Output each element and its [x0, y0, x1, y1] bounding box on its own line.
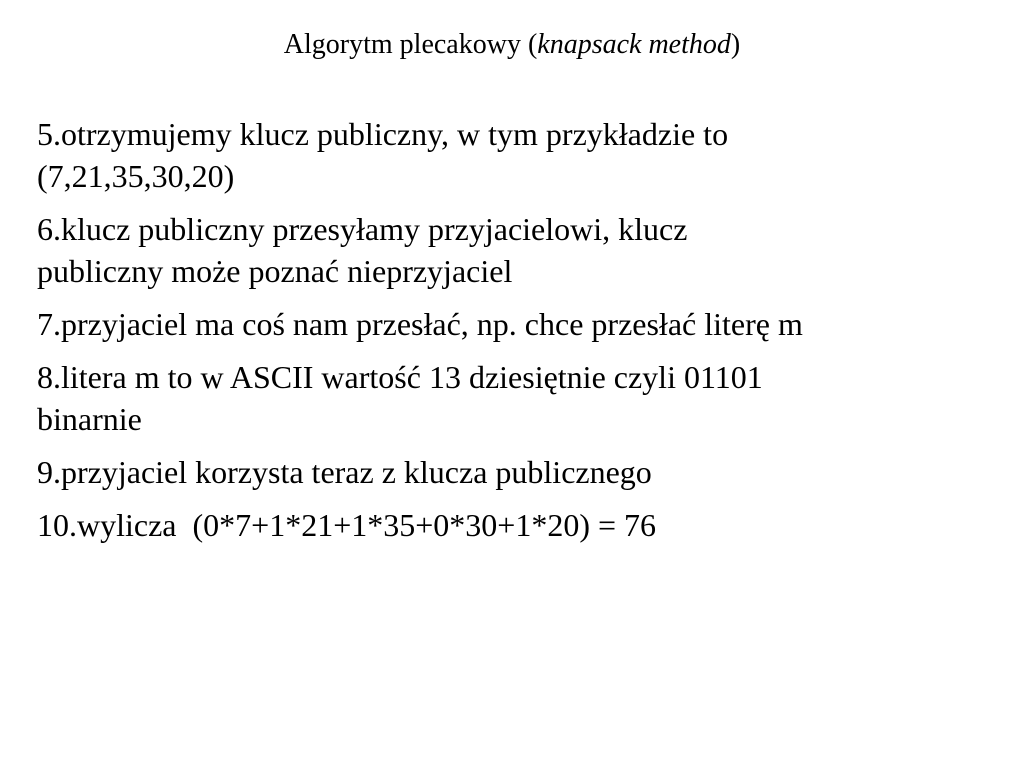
list-item-6-line1: 6.klucz publiczny przesyłamy przyjacielowi, klucz	[37, 211, 688, 247]
list-item-10-line1: 10.wylicza (0*7+1*21+1*35+0*30+1*20) = 76	[37, 507, 657, 543]
title-prefix: Algorytm plecakowy (	[283, 29, 538, 60]
slide-content	[37, 113, 997, 557]
list-item-9-line1: 9.przyjaciel korzysta teraz z klucza publicznego	[37, 454, 652, 490]
slide-title	[0, 27, 1024, 63]
list-item-7	[37, 303, 997, 345]
list-item-8	[37, 356, 997, 440]
list-item-6-line2: publiczny może poznać nieprzyjaciel	[37, 253, 513, 289]
list-item-6	[37, 208, 997, 292]
list-item-5	[37, 113, 997, 197]
list-item-10	[37, 504, 997, 546]
title-suffix: )	[730, 29, 741, 60]
list-item-8-line2: binarnie	[37, 401, 142, 437]
list-item-5-line1: 5.otrzymujemy klucz publiczny, w tym przykładzie to	[37, 116, 729, 152]
list-item-7-line1: 7.przyjaciel ma coś nam przesłać, np. chce przesłać literę m	[37, 306, 803, 342]
list-item-5-line2: (7,21,35,30,20)	[37, 158, 235, 194]
list-item-9	[37, 451, 997, 493]
title-emphasis: knapsack method	[537, 29, 731, 60]
list-item-8-line1: 8.litera m to w ASCII wartość 13 dziesiętnie czyli 01101	[37, 359, 763, 395]
